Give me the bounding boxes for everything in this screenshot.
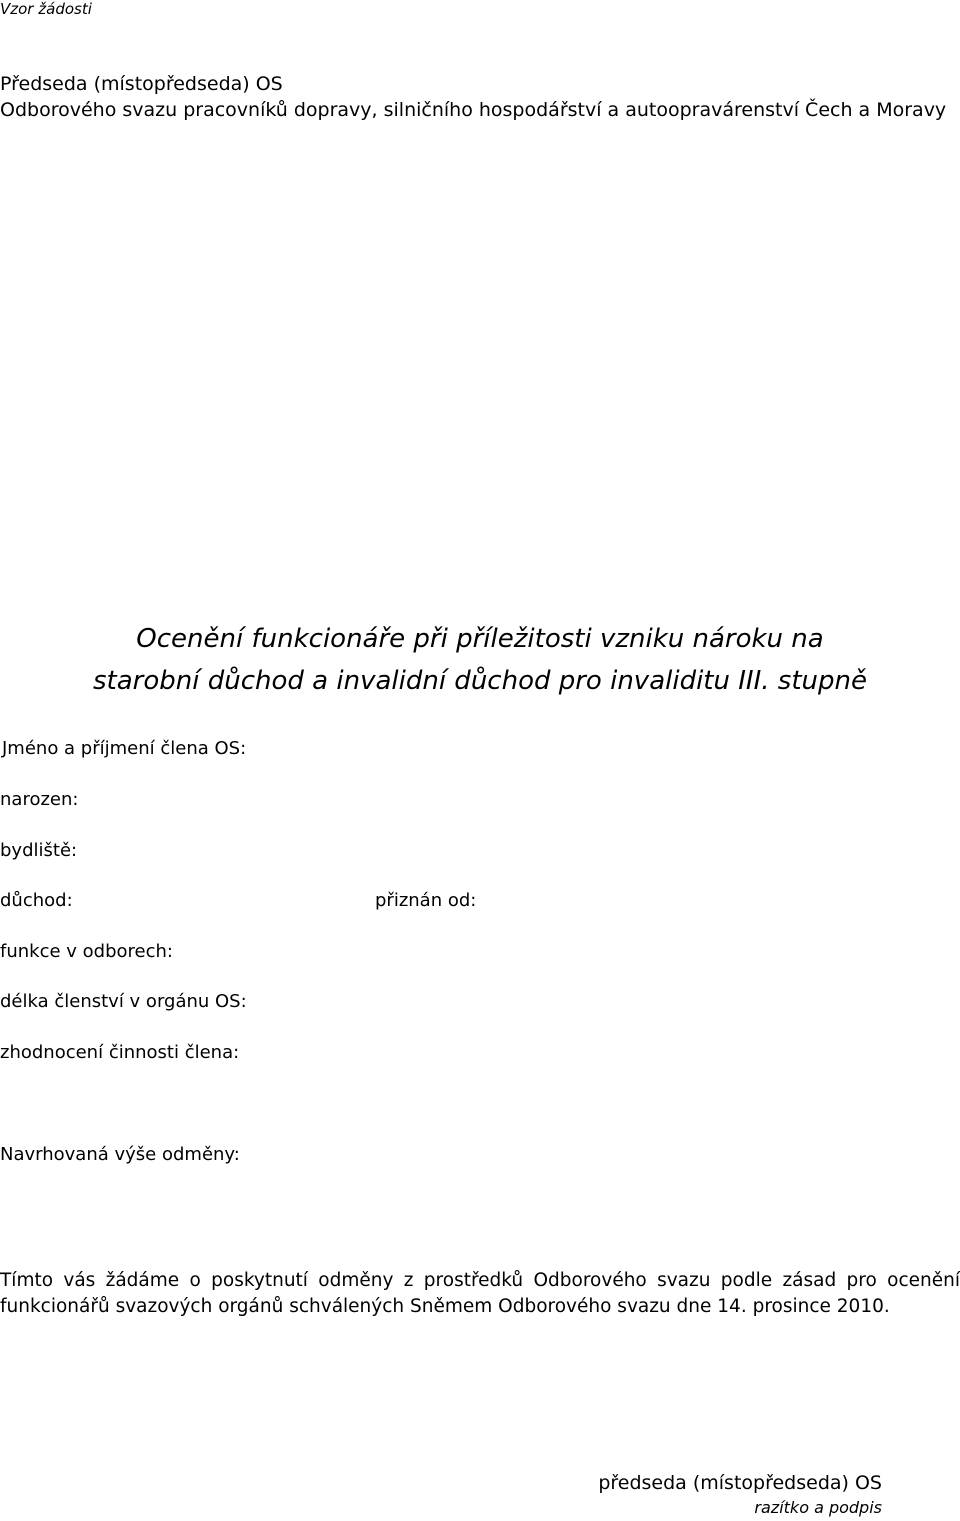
document-title-line-1: Ocenění funkcionáře při příležitosti vzniku nároku na bbox=[136, 624, 824, 654]
document-title-line-2: starobní důchod a invalidní důchod pro invaliditu III. stupně bbox=[93, 666, 867, 696]
template-note: Vzor žádosti bbox=[0, 0, 92, 18]
recipient-organization: Odborového svazu pracovníků dopravy, silničního hospodářství a autoopravárenství Čech a Moravy bbox=[0, 99, 947, 121]
field-label-union-function: funkce v odborech: bbox=[0, 941, 173, 962]
field-label-membership-length: délka členství v orgánu OS: bbox=[0, 991, 247, 1012]
request-paragraph: Tímto vás žádáme o poskytnutí odměny z prostředků Odborového svazu podle zásad pro ocenění funkcionářů svazových orgánů schválených Sněmem Odborového svazu dne 14. prosince 2010. bbox=[0, 1270, 960, 1317]
field-label-born: narozen: bbox=[0, 789, 79, 810]
field-label-name: Jméno a příjmení člena OS: bbox=[2, 738, 247, 759]
signature-stamp-label: razítko a podpis bbox=[754, 1498, 882, 1517]
signature-role: předseda (místopředseda) OS bbox=[598, 1472, 882, 1494]
recipient-title: Předseda (místopředseda) OS bbox=[0, 73, 283, 95]
field-label-residence: bydliště: bbox=[0, 840, 78, 861]
field-label-granted-from: přiznán od: bbox=[375, 890, 477, 911]
field-label-pension: důchod: bbox=[0, 890, 73, 911]
field-label-proposed-reward: Navrhovaná výše odměny: bbox=[0, 1144, 240, 1165]
field-label-evaluation: zhodnocení činnosti člena: bbox=[0, 1042, 240, 1063]
